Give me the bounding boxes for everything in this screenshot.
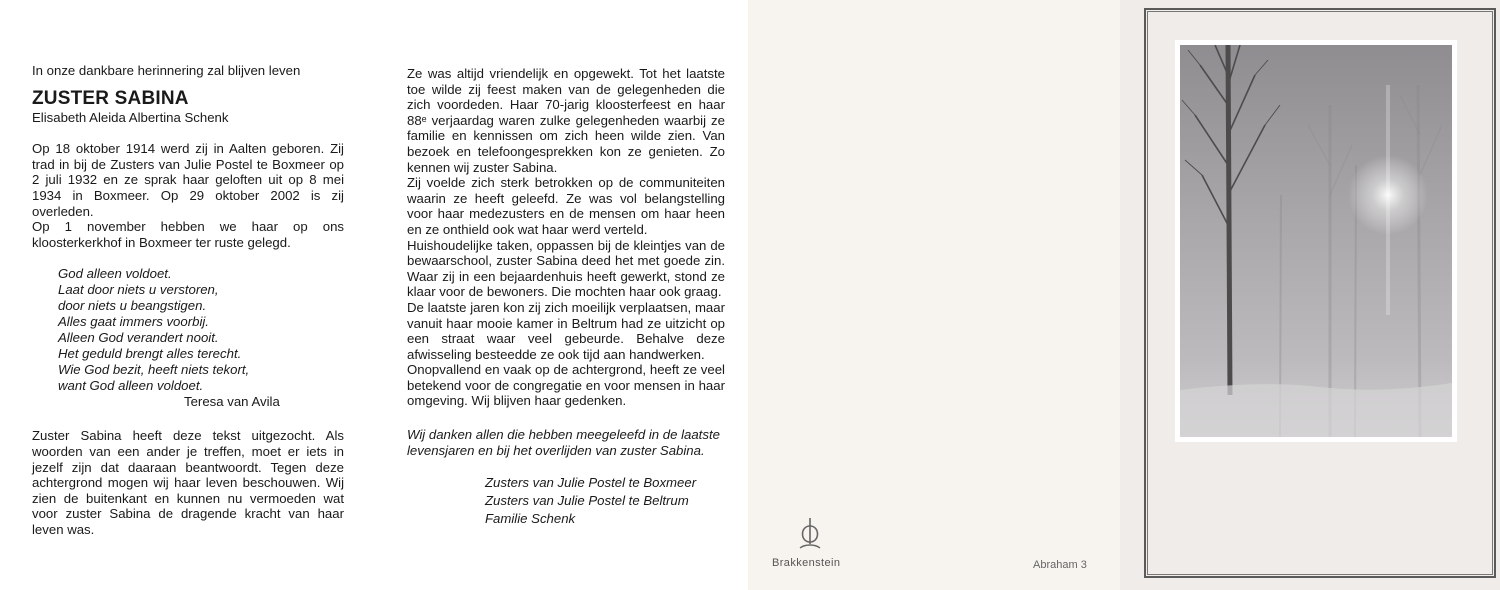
thanks-text: Wij danken allen die hebben meegeleefd in de laatste levensjaren en bij het overlijden van zuster Sabina. [407, 427, 720, 458]
body-paragraph: Zij voelde zich sterk betrokken op de communiteiten waarin ze heeft geleefd. Ze was vol belangstelling voor haar medezusters en de mensen om haar heen en ze onthield ook wat haar werd verteld. [407, 175, 725, 237]
signatures [485, 474, 725, 528]
poem-line: door niets u beangstigen. [58, 298, 207, 314]
middle-text-column [407, 66, 725, 528]
poem-line: want God alleen voldoet. [58, 378, 204, 394]
deceased-name: ZUSTER SABINA [32, 87, 189, 109]
signature-line: Familie Schenk [485, 511, 576, 527]
left-text-column [32, 63, 344, 538]
misty-trees-photo [1180, 45, 1452, 437]
poem [58, 266, 344, 410]
body-paragraph: Onopvallend en vaak op de achtergrond, heeft ze veel betekend voor de congregatie en voor mensen in haar omgeving. Wij blijven haar gedenken. [407, 362, 725, 409]
back-cover [748, 0, 1120, 590]
intro-line: In onze dankbare herinnering zal blijven leven [32, 63, 301, 78]
body-paragraph: Ze was altijd vriendelijk en opgewekt. Tot het laatste toe wilde zij feest maken van de gelegenheden die zich voordeden. Haar 70-jarig kloosterfeest en haar 88ᵉ verjaardag waren zulke gelegenheden waarbij ze familie en kennissen om zich heen wilde zien. Van bezoek en telefoongesprekken kon ze genieten. Zo kennen wij zuster Sabina. [407, 66, 725, 175]
front-cover [1120, 0, 1500, 590]
card-code: Abraham 3 [1033, 559, 1087, 571]
bio-paragraph: Op 1 november hebben we haar op ons kloosterkerkhof in Boxmeer ter ruste gelegd. [32, 219, 344, 250]
closing-paragraph: Zuster Sabina heeft deze tekst uitgezocht. Als woorden van een ander je treffen, moet er iets in jezelf zijn dat daaraan beantwoordt. Tegen deze achtergrond mogen wij haar leven beschouwen. Wij zien de buitenkant en kunnen nu vermoeden wat voor zuster Sabina de dragende kracht van haar leven was. [32, 428, 344, 537]
body-paragraph: De laatste jaren kon zij zich moeilijk verplaatsen, maar vanuit haar mooie kamer in Beltrum had ze uitzicht op een straat waar veel gebeurde. Behalve deze afwisseling besteedde ze ook tijd aan handwerken. [407, 299, 725, 362]
publisher-name: Brakkenstein [772, 557, 841, 569]
poem-line: Wie God bezit, heeft niets tekort, [58, 362, 250, 378]
signature-line: Zusters van Julie Postel te Beltrum [485, 493, 689, 509]
poem-line: Alles gaat immers voorbij. [58, 314, 209, 330]
middle-page [380, 0, 748, 590]
poem-author: Teresa van Avila [184, 394, 280, 410]
brakkenstein-logo-icon [797, 516, 823, 552]
deceased-fullname: Elisabeth Aleida Albertina Schenk [32, 109, 229, 125]
poem-line: God alleen voldoet. [58, 266, 172, 282]
poem-line: Het geduld brengt alles terecht. [58, 346, 242, 362]
left-page [0, 0, 380, 590]
body-paragraph: Huishoudelijke taken, oppassen bij de kleintjes van de bewaarschool, zuster Sabina deed het met goede zin. Waar zij in een bejaardenhuis heeft gewerkt, stond ze klaar voor de bewoners. Die mochten haar ook graag. [407, 237, 725, 300]
signature-line: Zusters van Julie Postel te Boxmeer [485, 475, 697, 491]
bio-paragraph: Op 18 oktober 1914 werd zij in Aalten geboren. Zij trad in bij de Zusters van Julie Postel te Boxmeer op 2 juli 1932 en ze sprak haar geloften uit op 8 mei 1934 in Boxmeer. Op 29 oktober 2002 is zij overleden. [32, 141, 344, 219]
poem-line: Laat door niets u verstoren, [58, 282, 219, 298]
poem-line: Alleen God verandert nooit. [58, 330, 219, 346]
